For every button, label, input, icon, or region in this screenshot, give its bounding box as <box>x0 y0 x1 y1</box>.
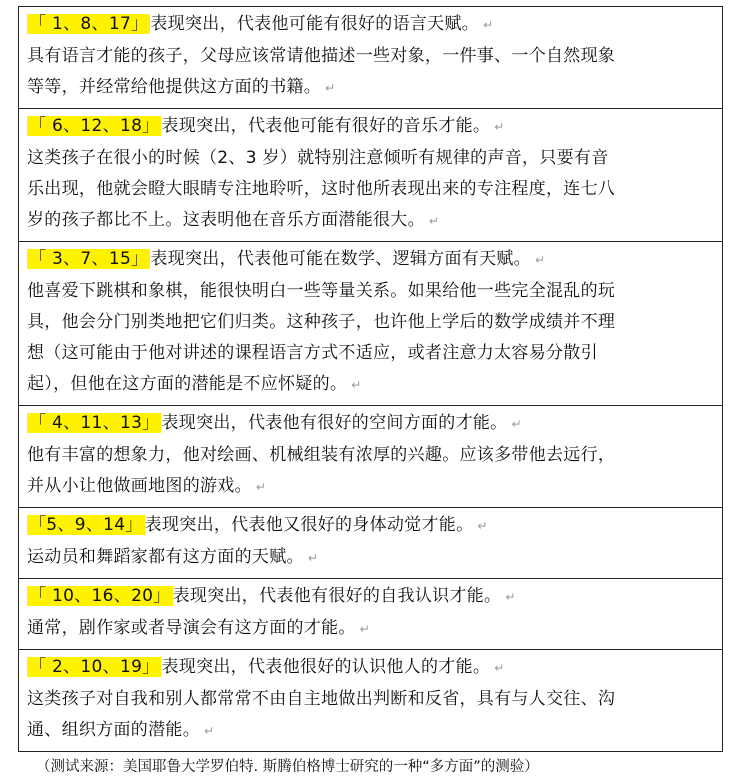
result-block-logic <box>19 241 722 405</box>
body-line: 等等，并经常给他提供这方面的书籍。 ↵ <box>27 77 336 97</box>
block-heading <box>27 510 714 542</box>
body-line: 起），但他在这方面的潜能是不应怀疑的。 ↵ <box>27 374 362 394</box>
heading-text: 表现突出，代表他又很好的身体动觉才能。 <box>144 515 474 535</box>
result-block-kinesthetic <box>19 507 722 578</box>
heading-text: 表现突出，代表他可能在数学、逻辑方面有天赋。 <box>150 249 531 269</box>
body-line: 这类孩子在很小的时候（2、3 岁）就特别注意倾听有规律的声音，只要有音 <box>27 148 609 168</box>
paragraph-mark-icon: ↵ <box>511 417 522 431</box>
paragraph-mark-icon: ↵ <box>477 519 488 533</box>
body-line: 运动员和舞蹈家都有这方面的天赋。 ↵ <box>27 547 319 567</box>
heading-text: 表现突出，代表他很好的认识他人的才能。 <box>161 657 491 677</box>
body-line: 乐出现，他就会瞪大眼睛专注地聆听，这时他所表现出来的专注程度，连七八 <box>27 179 616 199</box>
paragraph-mark-icon: ↵ <box>534 253 546 267</box>
result-block-language <box>19 7 722 108</box>
result-block-music <box>19 108 722 241</box>
block-heading <box>27 652 714 684</box>
paragraph-mark-icon: ↵ <box>204 724 215 738</box>
results-table <box>18 6 723 752</box>
block-heading <box>27 9 714 41</box>
paragraph-mark-icon: ↵ <box>505 590 516 604</box>
block-heading <box>27 581 714 613</box>
heading-text: 表现突出，代表他可能有很好的语言天赋。 <box>150 14 480 34</box>
paragraph-mark-icon: ↵ <box>494 120 505 134</box>
body-line: 并从小让他做画地图的游戏。 ↵ <box>27 476 267 496</box>
question-numbers-highlight: 「 2、10、19」 <box>29 657 160 677</box>
block-heading <box>27 111 714 143</box>
body-line: 岁的孩子都比不上。这表明他在音乐方面潜能很大。 ↵ <box>27 210 440 230</box>
paragraph-mark-icon: ↵ <box>494 661 505 675</box>
body-line: 通常，剧作家或者导演会有这方面的才能。 ↵ <box>27 618 371 638</box>
body-line: 这类孩子对自我和别人都常常不由自主地做出判断和反省，具有与人交往、沟 <box>27 689 616 709</box>
paragraph-mark-icon: ↵ <box>307 551 319 565</box>
paragraph-mark-icon: ↵ <box>351 378 362 392</box>
paragraph-mark-icon: ↵ <box>359 622 371 636</box>
result-block-intrapersonal <box>19 578 722 649</box>
paragraph-mark-icon: ↵ <box>255 480 267 494</box>
block-heading <box>27 408 714 440</box>
document <box>18 6 723 778</box>
body-line: 通、组织方面的潜能。 ↵ <box>27 720 215 740</box>
question-numbers-highlight: 「 3、7、15」 <box>29 249 149 269</box>
block-heading <box>27 244 714 276</box>
result-block-interpersonal <box>19 649 722 751</box>
source-note: （测试来源：美国耶鲁大学罗伯特. 斯腾伯格博士研究的一种“多方面”的测验） <box>36 759 539 775</box>
question-numbers-highlight: 「 6、12、18」 <box>29 116 160 136</box>
paragraph-mark-icon: ↵ <box>325 81 336 95</box>
body-line: 具，他会分门别类地把它们归类。这种孩子，也许他上学后的数学成绩并不理 <box>27 312 616 332</box>
question-numbers-highlight: 「 4、11、13」 <box>29 413 160 433</box>
paragraph-mark-icon: ↵ <box>428 214 440 228</box>
heading-text: 表现突出，代表他有很好的空间方面的才能。 <box>161 413 508 433</box>
body-line: 想（这可能由于他对讲述的课程语言方式不适应，或者注意力太容易分散引 <box>27 343 598 363</box>
body-line: 他喜爱下跳棋和象棋，能很快明白一些等量关系。如果给他一些完全混乱的玩 <box>27 281 616 301</box>
body-line: 具有语言才能的孩子，父母应该常请他描述一些对象，一件事、一个自然现象 <box>27 46 616 66</box>
question-numbers-highlight: 「 10、16、20」 <box>29 586 171 606</box>
question-numbers-highlight: 「 1、8、17」 <box>29 14 149 34</box>
result-block-spatial <box>19 405 722 507</box>
question-numbers-highlight: 「5、9、14」 <box>29 515 143 535</box>
heading-text: 表现突出，代表他可能有很好的音乐才能。 <box>161 116 491 136</box>
body-line: 他有丰富的想象力，他对绘画、机械组装有浓厚的兴趣。应该多带他去远行， <box>27 445 616 465</box>
heading-text: 表现突出，代表他有很好的自我认识才能。 <box>172 586 502 606</box>
paragraph-mark-icon: ↵ <box>483 18 494 32</box>
